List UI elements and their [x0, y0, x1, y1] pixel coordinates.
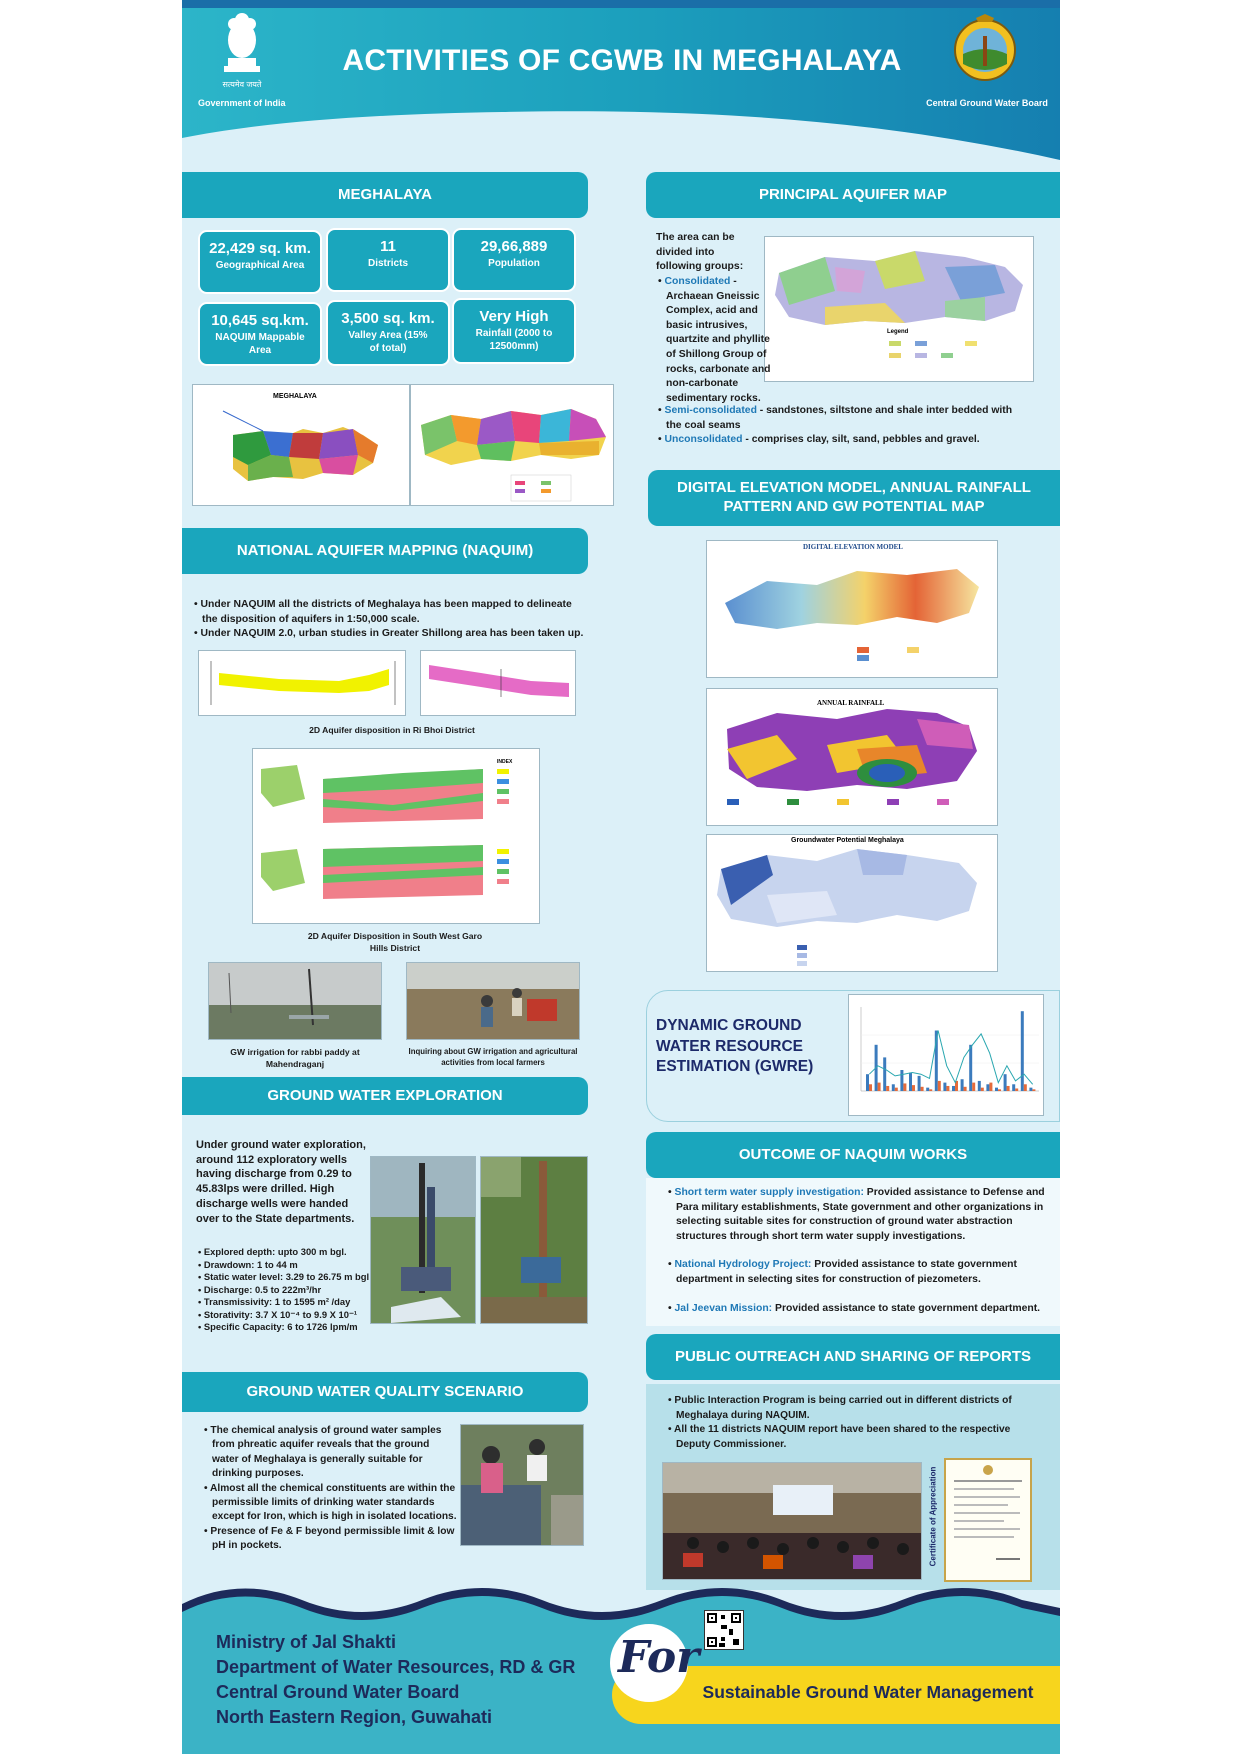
emblem-hindi: सत्यमेव जयते [222, 80, 262, 89]
gwre-chart [848, 994, 1044, 1116]
quality-bullets: • The chemical analysis of ground water samples from phreatic aquifer reveals that the ground water of Meghalaya is generally suitable for drinking purposes. • Almost all the chemical constituents are within the permissible limits of drinking water standards except for Iron, which is high in isolated locations. • Presence of Fe & F beyond permissible limit & low pH in pockets. [202, 1424, 458, 1554]
poster [182, 0, 1060, 1754]
header-banner [182, 0, 1060, 160]
rainfall-map: ANNUAL RAINFALL [706, 688, 998, 826]
photo-water-sampling [460, 1424, 584, 1546]
stat-valley: 3,500 sq. km. Valley Area (15% of total) [326, 300, 450, 366]
dem-heading: DIGITAL ELEVATION MODEL, ANNUAL RAINFALL PATTERN AND GW POTENTIAL MAP [648, 470, 1060, 526]
stat-naquim-area: 10,645 sq.km. NAQUIM Mappable Area [198, 302, 322, 366]
outcome-heading: OUTCOME OF NAQUIM WORKS [646, 1132, 1060, 1178]
bar-a-6 [909, 1073, 912, 1091]
bar-a-4 [892, 1084, 895, 1091]
bar-a-10 [943, 1083, 946, 1091]
bar-a-1 [866, 1074, 869, 1091]
quality-heading: GROUND WATER QUALITY SCENARIO [182, 1372, 588, 1412]
bar-a-8 [926, 1088, 929, 1091]
stat-area: 22,429 sq. km. Geographical Area [198, 230, 322, 294]
caption-rabbi-paddy: GW irrigation for rabbi paddy at Mahendraganj [230, 1047, 360, 1069]
bar-b-18 [1015, 1088, 1018, 1091]
bar-b-12 [964, 1087, 967, 1091]
bar-a-18 [1012, 1084, 1015, 1091]
gov-india-label: Government of India [198, 98, 286, 108]
district-map-2 [410, 384, 614, 506]
ri-bhoi-section-1 [198, 650, 406, 716]
bar-a-15 [986, 1084, 989, 1091]
ri-bhoi-section-2 [420, 650, 576, 716]
naquim-heading: NATIONAL AQUIFER MAPPING (NAQUIM) [182, 528, 588, 574]
exploration-para: Under ground water exploration, around 112 exploratory wells having discharge from 0.29 to 45.83lps were drilled. High discharge wells were handed over to the State departments. [196, 1139, 366, 1225]
gwre-chart-svg [849, 995, 1044, 1116]
bar-b-14 [981, 1088, 984, 1091]
naquim-bullets: • Under NAQUIM all the districts of Meghalaya has been mapped to delineate the disposition of aquifers in 1:50,000 scale. • Under NAQUIM 2.0, urban studies in Greater Shillong area has been taken up. [192, 598, 586, 642]
aquifer-group-2: • Semi-consolidated - sandstones, siltstone and shale inter bedded with the coal seams • Unconsolidated - comprises clay, silt, sand, pebbles and gravel. [656, 404, 1022, 448]
poster-title: ACTIVITIES OF CGWB IN MEGHALAYA [342, 44, 902, 77]
photo-drilling-rig-1 [370, 1156, 476, 1324]
bar-a-16 [995, 1088, 998, 1091]
photo-public-meeting [662, 1462, 922, 1580]
bar-a-3 [883, 1057, 886, 1091]
certificate-label: Certificate of Appreciation [928, 1466, 938, 1567]
garo-hills-section: INDEX [252, 748, 540, 924]
qr-code[interactable] [704, 1610, 744, 1650]
bar-a-5 [900, 1070, 903, 1091]
bar-a-7 [918, 1076, 921, 1091]
district-map-1: MEGHALAYA [192, 384, 410, 506]
bar-b-2 [878, 1083, 881, 1091]
bar-a-14 [978, 1081, 981, 1091]
aquifer-map-heading: PRINCIPAL AQUIFER MAP [646, 172, 1060, 218]
bar-b-10 [946, 1086, 949, 1091]
dem-map: DIGITAL ELEVATION MODEL [706, 540, 998, 678]
bar-b-1 [869, 1084, 872, 1091]
bar-a-13 [969, 1045, 972, 1091]
stat-population: 29,66,889 Population [452, 228, 576, 292]
outcome-items: • Short term water supply investigation: Provided assistance to Defense and Para military establishments, State government and other organizations in selecting suitable sites for construction of ground water abstraction structures through short term water supply investigations. • National Hydrology Project: Provided assistance to state government department in selecting sites for construction of piezometers. • Jal Jeevan Mission: Provided assistance to state government department. [666, 1186, 1046, 1316]
outreach-bullets: • Public Interaction Program is being carried out in different districts of Meghalaya during NAQUIM. • All the 11 districts NAQUIM report have been shared to the respective Deputy Commissioner. [666, 1394, 1038, 1452]
bar-a-11 [952, 1086, 955, 1091]
principal-aquifer-map: Legend [764, 236, 1034, 382]
bar-b-13 [972, 1083, 975, 1091]
bar-b-6 [912, 1085, 915, 1091]
bar-b-17 [1007, 1086, 1010, 1091]
cgwb-logo [952, 14, 1018, 86]
photo-drilling-rig-2 [480, 1156, 588, 1324]
stat-districts: 11 Districts [326, 228, 450, 292]
emblem-india [212, 10, 272, 98]
exploration-bullets: • Explored depth: upto 300 m bgl. • Drawdown: 1 to 44 m • Static water level: 3.29 to 26.75 m bgl • Discharge: 0.5 to 222m³/hr • Transmissivity: 1 to 1595 m² /day • Storativity: 3.7 X 10⁻⁴ to 9.9 X 10⁻¹ • Specific Capacity: 6 to 1726 lpm/m [196, 1246, 376, 1334]
bar-b-15 [989, 1083, 992, 1091]
aquifer-group-1: • Consolidated - Archaean Gneissic Complex, acid and basic intrusives, quartzite and phyllite of Shillong Group of rocks, carbonate and non-carbonate sedimentary rocks. [656, 275, 772, 406]
bar-b-19 [1024, 1084, 1027, 1091]
photo-rabbi-paddy [208, 962, 382, 1040]
footer-org: Ministry of Jal Shakti Department of Water Resources, RD & GR Central Ground Water Board North Eastern Region, Guwahati [216, 1632, 576, 1727]
caption-ri-bhoi: 2D Aquifer disposition in Ri Bhoi District [309, 725, 475, 735]
slogan: Sustainable Ground Water Management [702, 1682, 1034, 1702]
bar-b-9 [938, 1081, 941, 1091]
caption-farmers: Inquiring about GW irrigation and agricultural activities from local farmers [408, 1047, 578, 1067]
bar-b-3 [886, 1086, 889, 1091]
caption-garo-hills: 2D Aquifer Disposition in South West Garo Hills District [307, 931, 483, 953]
gwre-heading: DYNAMIC GROUND WATER RESOURCE ESTIMATION (GWRE) [656, 1017, 814, 1075]
photo-farmers [406, 962, 580, 1040]
cgwb-label: Central Ground Water Board [926, 98, 1048, 108]
meghalaya-heading: MEGHALAYA [182, 172, 588, 218]
gw-potential-map: Groundwater Potential Meghalaya [706, 834, 998, 972]
bar-b-5 [903, 1083, 906, 1091]
bar-b-16 [998, 1089, 1001, 1091]
stat-rainfall: Very High Rainfall (2000 to 12500mm) [452, 298, 576, 364]
bar-b-8 [929, 1089, 932, 1091]
bar-b-7 [921, 1087, 924, 1091]
bar-a-17 [1004, 1074, 1007, 1091]
bar-a-19 [1021, 1011, 1024, 1091]
bar-a-12 [961, 1079, 964, 1091]
bar-a-20 [1029, 1088, 1032, 1091]
bar-b-20 [1032, 1089, 1035, 1091]
exploration-heading: GROUND WATER EXPLORATION [182, 1077, 588, 1115]
certificate-image [944, 1458, 1032, 1582]
trend-line [869, 1031, 1032, 1085]
outreach-heading: PUBLIC OUTREACH AND SHARING OF REPORTS [646, 1334, 1060, 1380]
bar-b-4 [895, 1088, 898, 1091]
for-word: For [618, 1632, 700, 1683]
aquifer-intro: The area can be divided into following groups: [656, 232, 744, 273]
